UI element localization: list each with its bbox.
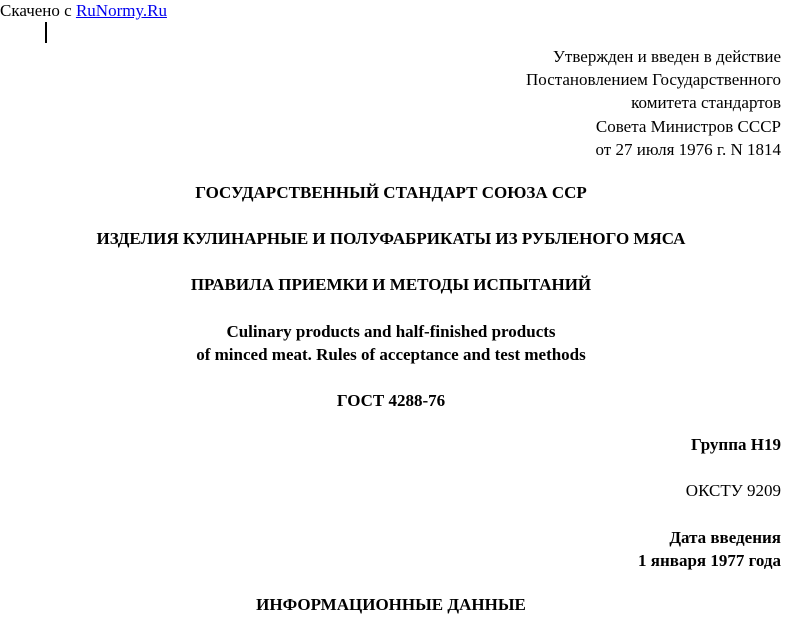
english-title xyxy=(0,320,782,366)
approval-line-3: комитета стандартов xyxy=(631,93,781,113)
document-title: ИЗДЕЛИЯ КУЛИНАРНЫЕ И ПОЛУФАБРИКАТЫ ИЗ РУБЛЕНОГО МЯСА xyxy=(96,229,686,248)
english-title-line-2: of minced meat. Rules of acceptance and test methods xyxy=(196,345,586,364)
group-code: Группа Н19 xyxy=(690,435,781,454)
approval-line-1: Утвержден и введен в действие xyxy=(552,47,781,66)
approval-line-2: Постановлением Государственного xyxy=(526,70,781,90)
runormy-link[interactable]: RuNormy.Ru xyxy=(75,1,167,20)
document-subtitle: ПРАВИЛА ПРИЕМКИ И МЕТОДЫ ИСПЫТАНИЙ xyxy=(190,275,592,294)
info-section-heading: ИНФОРМАЦИОННЫЕ ДАННЫЕ xyxy=(256,595,526,614)
source-prefix: Скачено с xyxy=(0,1,76,20)
intro-date-value: 1 января 1977 года xyxy=(638,551,781,570)
gost-number: ГОСТ 4288-76 xyxy=(336,391,446,410)
intro-date-label: Дата введения xyxy=(669,528,781,547)
approval-block xyxy=(526,45,781,161)
english-title-line-1: Culinary products and half-finished products xyxy=(226,322,556,341)
state-standard-heading: ГОСУДАРСТВЕННЫЙ СТАНДАРТ СОЮЗА ССР xyxy=(195,183,587,202)
okstu-code: ОКСТУ 9209 xyxy=(685,481,781,500)
text-cursor xyxy=(45,22,47,43)
intro-date-block xyxy=(638,526,781,572)
source-line xyxy=(0,1,167,21)
approval-line-4: Совета Министров СССР xyxy=(595,116,781,136)
approval-line-5: от 27 июля 1976 г. N 1814 xyxy=(595,139,781,159)
